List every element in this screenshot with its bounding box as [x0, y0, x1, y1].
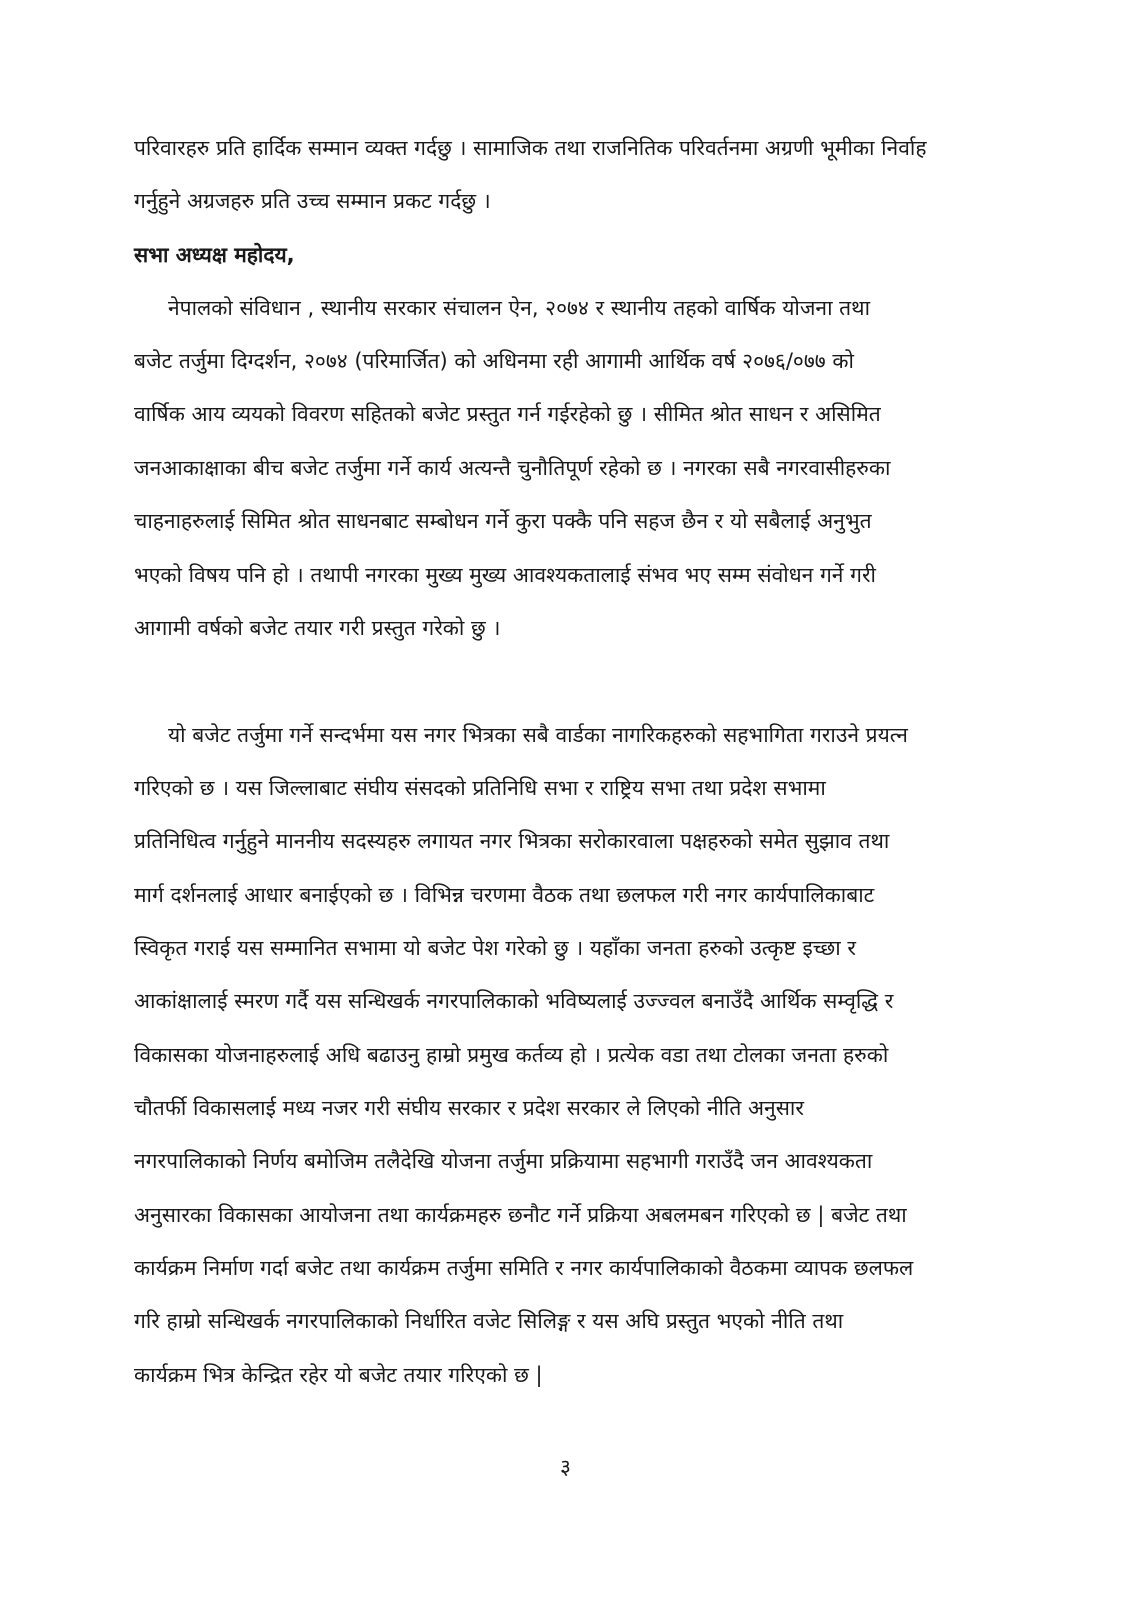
body-text-line: नेपालको संविधान , स्थानीय सरकार संचालन ऐन, २०७४ र स्थानीय तहको वार्षिक योजना तथा	[168, 296, 871, 320]
body-text-line: प्रतिनिधित्व गर्नुहुने माननीय सदस्यहरु लगायत नगर भित्रका सरोकारवाला पक्षहरुको समेत सुझाव तथा	[134, 829, 890, 853]
body-text-line: कार्यक्रम भित्र केन्द्रित रहेर यो बजेट तयार गरिएको छ |	[134, 1363, 543, 1387]
body-text-line: आगामी वर्षको बजेट तयार गरी प्रस्तुत गरेको छु ।	[134, 616, 501, 640]
body-text-line: मार्ग दर्शनलाई आधार बनाईएको छ । विभिन्न चरणमा वैठक तथा छलफल गरी नगर कार्यपालिकाबाट	[134, 883, 875, 907]
body-text-line: गर्नुहुने अग्रजहरु प्रति उच्च सम्मान प्रकट गर्दछु ।	[134, 189, 491, 213]
body-text-line: बजेट तर्जुमा दिग्दर्शन, २०७४ (परिमार्जित) को अधिनमा रही आगामी आर्थिक वर्ष २०७६/०७७ को	[134, 349, 854, 373]
body-text-line: विकासका योजनाहरुलाई अधि बढाउनु हाम्रो प्रमुख कर्तव्य हो । प्रत्येक वडा तथा टोलका जनता हरुको	[134, 1043, 889, 1067]
body-text-line: अनुसारका विकासका आयोजना तथा कार्यक्रमहरु छनौट गर्ने प्रक्रिया अबलमबन गरिएको छ | बजेट तथा	[134, 1203, 907, 1227]
body-text-line: चाहनाहरुलाई सिमित श्रोत साधनबाट सम्बोधन गर्ने कुरा पक्कै पनि सहज छैन र यो सबैलाई अनुभुत	[134, 509, 872, 533]
body-text-line: गरिएको छ । यस जिल्लाबाट संघीय संसदको प्रतिनिधि सभा र राष्ट्रिय सभा तथा प्रदेश सभामा	[134, 776, 826, 800]
body-text-line: नगरपालिकाको निर्णय बमोजिम तलैदेखि योजना तर्जुमा प्रक्रियामा सहभागी गराउँदै जन आवश्यकता	[134, 1149, 873, 1173]
body-text-line: यो बजेट तर्जुमा गर्ने सन्दर्भमा यस नगर भित्रका सबै वार्डका नागरिकहरुको सहभागिता गराउने प्रयत्न	[168, 723, 908, 747]
body-text-line: आकांक्षालाई स्मरण गर्दै यस सन्धिखर्क नगरपालिकाको भविष्यलाई उज्ज्वल बनाउँदै आर्थिक सम्वृद्धि र	[134, 989, 894, 1013]
section-heading: सभा अध्यक्ष महोदय,	[134, 243, 295, 267]
body-text-line: वार्षिक आय व्ययको विवरण सहितको बजेट प्रस्तुत गर्न गईरहेको छु । सीमित श्रोत साधन र असिमित	[134, 402, 881, 426]
body-text-line: गरि हाम्रो सन्धिखर्क नगरपालिकाको निर्धारित वजेट सिलिङ्ग र यस अघि प्रस्तुत भएको नीति तथा	[134, 1309, 844, 1333]
body-text-line: चौतर्फी विकासलाई मध्य नजर गरी संघीय सरकार र प्रदेश सरकार ले लिएको नीति अनुसार	[134, 1096, 804, 1120]
body-text-line: परिवारहरु प्रति हार्दिक सम्मान व्यक्त गर्दछु । सामाजिक तथा राजनितिक परिवर्तनमा अग्रणी भूमीका निर्वाह	[134, 136, 927, 160]
body-text-line: कार्यक्रम निर्माण गर्दा बजेट तथा कार्यक्रम तर्जुमा समिति र नगर कार्यपालिकाको वैठकमा व्यापक छलफल	[134, 1256, 914, 1280]
body-text-line: स्विकृत गराई यस सम्मानित सभामा यो बजेट पेश गरेको छु । यहाँका जनता हरुको उत्कृष्ट इच्छा र	[134, 936, 856, 960]
page-number: ३	[560, 1455, 571, 1479]
body-text-line: जनआकाक्षाका बीच बजेट तर्जुमा गर्ने कार्य अत्यन्तै चुनौतिपूर्ण रहेको छ । नगरका सबै नगरवासीहरुका	[134, 456, 891, 480]
body-text-line: भएको विषय पनि हो । तथापी नगरका मुख्य मुख्य आवश्यकतालाई संभव भए सम्म संवोधन गर्ने गरी	[134, 563, 876, 587]
